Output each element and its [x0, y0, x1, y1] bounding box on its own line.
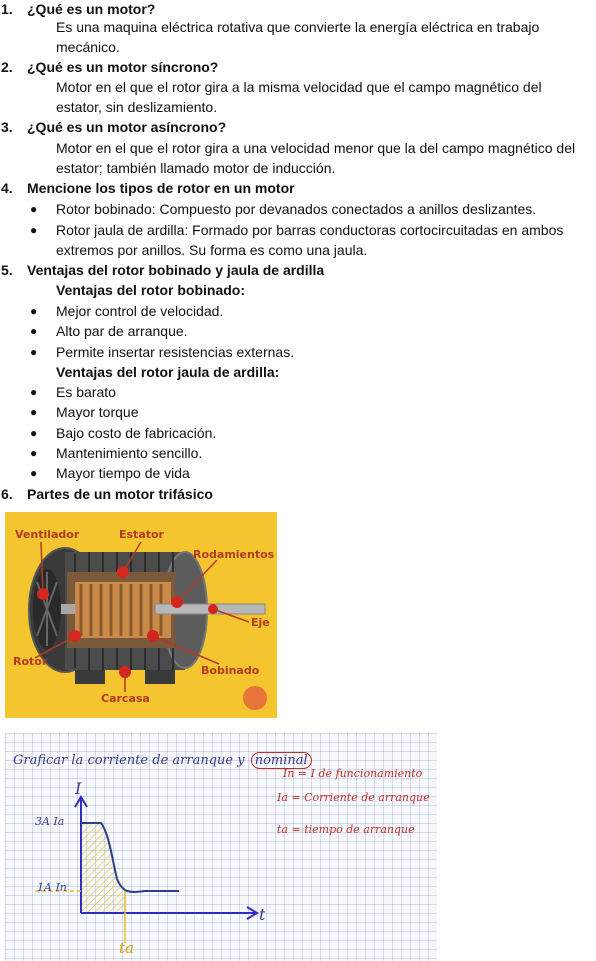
current-vs-time-sketch: [5, 733, 437, 961]
question-2-heading: [0, 58, 218, 76]
note-ta: ta = tiempo de arranque: [277, 823, 415, 836]
circled-word-nominal: nominal: [251, 752, 312, 769]
time-label-ta: ta: [119, 939, 134, 957]
list-item-text: Mejor control de velocidad.: [56, 303, 224, 319]
list-item-text: Mayor torque: [56, 404, 139, 420]
question-1-heading: [0, 0, 155, 18]
handwritten-title-text: Graficar la corriente de arranque y: [13, 753, 245, 768]
list-item-text: Rotor jaula de ardilla: Formado por barras conductoras cortocircuitadas en ambos extremos por anillos. Su forma es como una jaula.: [56, 222, 564, 258]
question-title: Ventajas del rotor bobinado y jaula de ardilla: [27, 262, 325, 278]
question-title: ¿Qué es un motor?: [27, 1, 156, 17]
motor-label-bobinado: Bobinado: [201, 664, 260, 677]
motor-label-rotor: Rotor: [13, 655, 48, 668]
question-title: Partes de un motor trifásico: [27, 486, 213, 502]
list-item-text: Mayor tiempo de vida: [56, 465, 190, 481]
subheading-jaula: Ventajas del rotor jaula de ardilla:: [56, 364, 280, 380]
x-axis-label: t: [259, 905, 266, 924]
motor-parts-image: [5, 512, 277, 718]
question-title: Mencione los tipos de rotor en un motor: [27, 180, 295, 196]
question-4-heading: [0, 179, 295, 197]
bullet-icon: ●: [30, 405, 38, 419]
question-number: 4.: [1, 180, 13, 196]
list-item-text: Rotor bobinado: Compuesto por devanados conectados a anillos deslizantes.: [56, 201, 537, 217]
motor-label-estator: Estator: [119, 528, 164, 541]
motor-label-ventilador: Ventilador: [15, 528, 80, 541]
question-number: 3.: [1, 119, 13, 135]
motor-label-carcasa: Carcasa: [101, 692, 150, 705]
question-3-heading: [0, 118, 226, 136]
question-number: 6.: [1, 486, 13, 502]
bullet-icon: ●: [30, 446, 38, 460]
subheading-bobinado: Ventajas del rotor bobinado:: [56, 282, 246, 298]
list-item-text: Es barato: [56, 384, 116, 400]
list-item-text: Bajo costo de fabricación.: [56, 425, 217, 441]
note-ia: Ia = Corriente de arranque: [277, 791, 430, 804]
level-high-label: 3A Ia: [35, 815, 65, 828]
bullet-icon: ●: [30, 324, 38, 338]
motor-label-rodamientos: Rodamientos: [193, 548, 275, 561]
question-number: 1.: [1, 1, 13, 17]
question-5-heading: [0, 261, 324, 279]
note-in: In = I de funcionamiento: [283, 767, 423, 780]
question-title: ¿Qué es un motor asíncrono?: [27, 119, 227, 135]
bullet-icon: ●: [30, 304, 38, 318]
question-2-answer: Motor en el que el rotor gira a la misma velocidad que el campo magnético del estator, sin deslizamiento.: [56, 79, 542, 115]
list-item-text: Alto par de arranque.: [56, 323, 188, 339]
list-item-text: Permite insertar resistencias externas.: [56, 344, 295, 360]
level-low-label: 1A In: [37, 881, 67, 894]
bullet-icon: ●: [30, 466, 38, 480]
handwritten-graph-photo: [5, 733, 437, 961]
bullet-icon: ●: [30, 345, 38, 359]
list-item-text: Mantenimiento sencillo.: [56, 445, 203, 461]
question-1-answer: Es una maquina eléctrica rotativa que convierte la energía eléctrica en trabajo mecánico.: [56, 19, 540, 55]
bullet-icon: ●: [30, 223, 38, 237]
bullet-icon: ●: [30, 202, 38, 216]
bullet-icon: ●: [30, 385, 38, 399]
bullet-icon: ●: [30, 426, 38, 440]
motor-label-eje: Eje: [251, 616, 270, 629]
question-6-heading: [0, 485, 213, 503]
question-number: 5.: [1, 262, 13, 278]
motor-illustration: [5, 512, 277, 718]
question-3-answer: Motor en el que el rotor gira a una velocidad menor que la del campo magnético del estator; también llamado motor de inducción.: [56, 140, 576, 176]
y-axis-label: I: [75, 779, 82, 798]
question-number: 2.: [1, 59, 13, 75]
question-title: ¿Qué es un motor síncrono?: [27, 59, 219, 75]
